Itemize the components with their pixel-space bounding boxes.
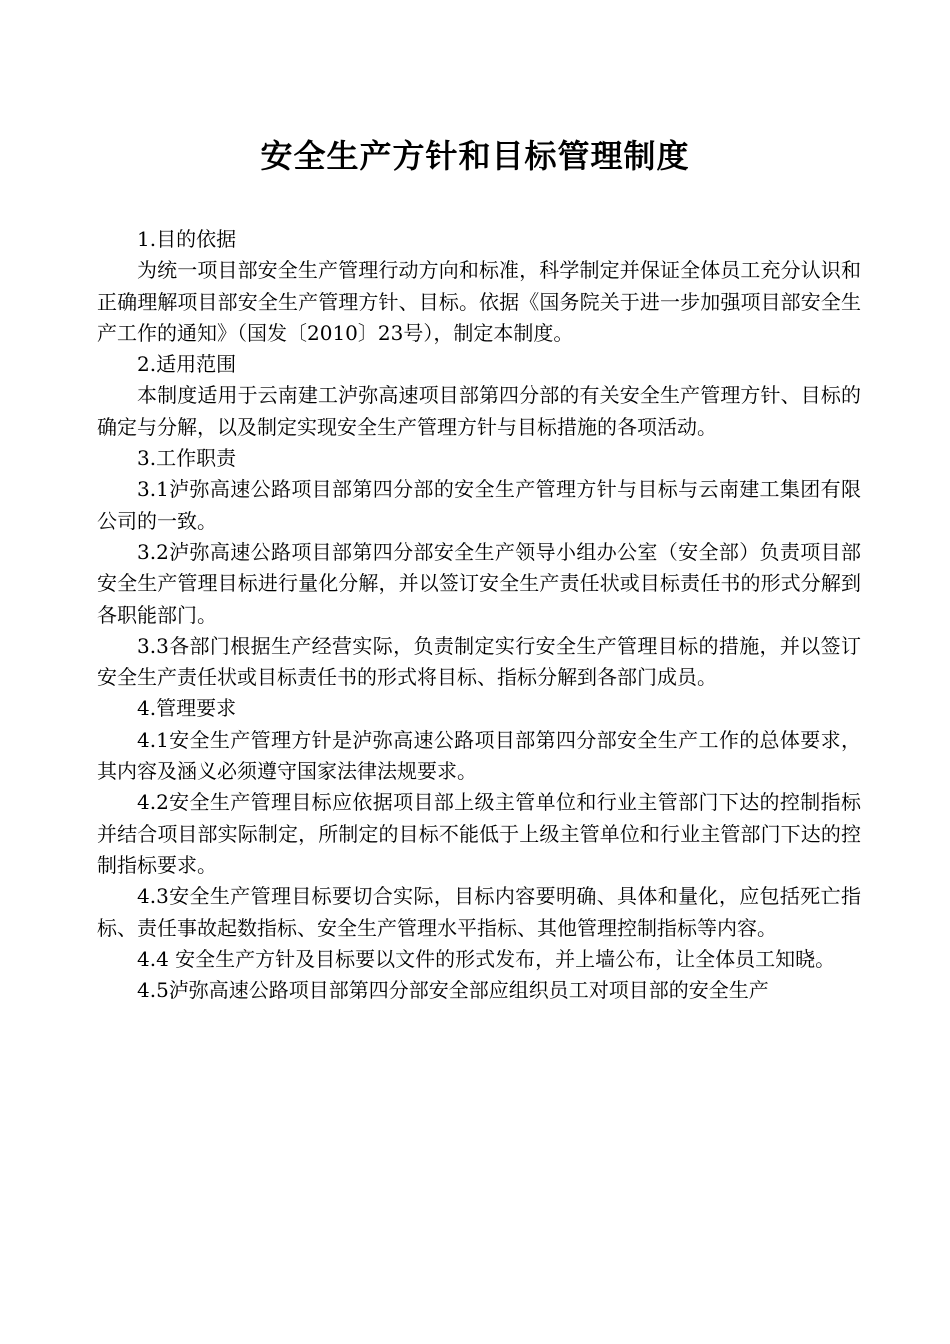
section-2-paragraph: 本制度适用于云南建工泸弥高速项目部第四分部的有关安全生产管理方针、目标的确定与分解，以及制定实现安全生产管理方针与目标措施的各项活动。 [97,383,861,439]
clause-4-3: 4.3安全生产管理目标要切合实际，目标内容要明确、具体和量化，应包括死亡指标、责任事故起数指标、安全生产管理水平指标、其他管理控制指标等内容。 [97,884,861,940]
clause-4-5: 4.5泸弥高速公路项目部第四分部安全部应组织员工对项目部的安全生产 [137,978,769,1003]
section-1-heading: 1.目的依据 [137,227,237,251]
document-title: 安全生产方针和目标管理制度 [260,137,690,175]
clause-3-2: 3.2泸弥高速公路项目部第四分部安全生产领导小组办公室（安全部）负责项目部安全生产管理目标进行量化分解，并以签订安全生产责任状或目标责任书的形式分解到各职能部门。 [97,539,861,627]
clause-4-1: 4.1安全生产管理方针是泸弥高速公路项目部第四分部安全生产工作的总体要求，其内容及涵义必须遵守国家法律法规要求。 [97,727,861,784]
clause-4-2: 4.2安全生产管理目标应依据项目部上级主管单位和行业主管部门下达的控制指标并结合项目部实际制定，所制定的目标不能低于上级主管单位和行业主管部门下达的控制指标要求。 [97,790,861,877]
section-3-heading: 3.工作职责 [137,446,237,471]
section-2-heading: 2.适用范围 [137,352,237,377]
section-4-heading: 4.管理要求 [137,696,237,721]
clause-3-3: 3.3各部门根据生产经营实际，负责制定实行安全生产管理目标的措施，并以签订安全生产责任状或目标责任书的形式将目标、指标分解到各部门成员。 [97,633,861,690]
clause-4-4: 4.4 安全生产方针及目标要以文件的形式发布，并上墙公布，让全体员工知晓。 [137,946,836,971]
document-body [97,224,861,1006]
clause-3-1: 3.1泸弥高速公路项目部第四分部的安全生产管理方针与目标与云南建工集团有限公司的一致。 [97,477,861,533]
section-1-paragraph: 为统一项目部安全生产管理行动方向和标准，科学制定并保证全体员工充分认识和正确理解项目部安全生产管理方针、目标。依据《国务院关于进一步加强项目部安全生产工作的通知》（国发〔2010〕23号），制定本制度。 [97,258,861,345]
